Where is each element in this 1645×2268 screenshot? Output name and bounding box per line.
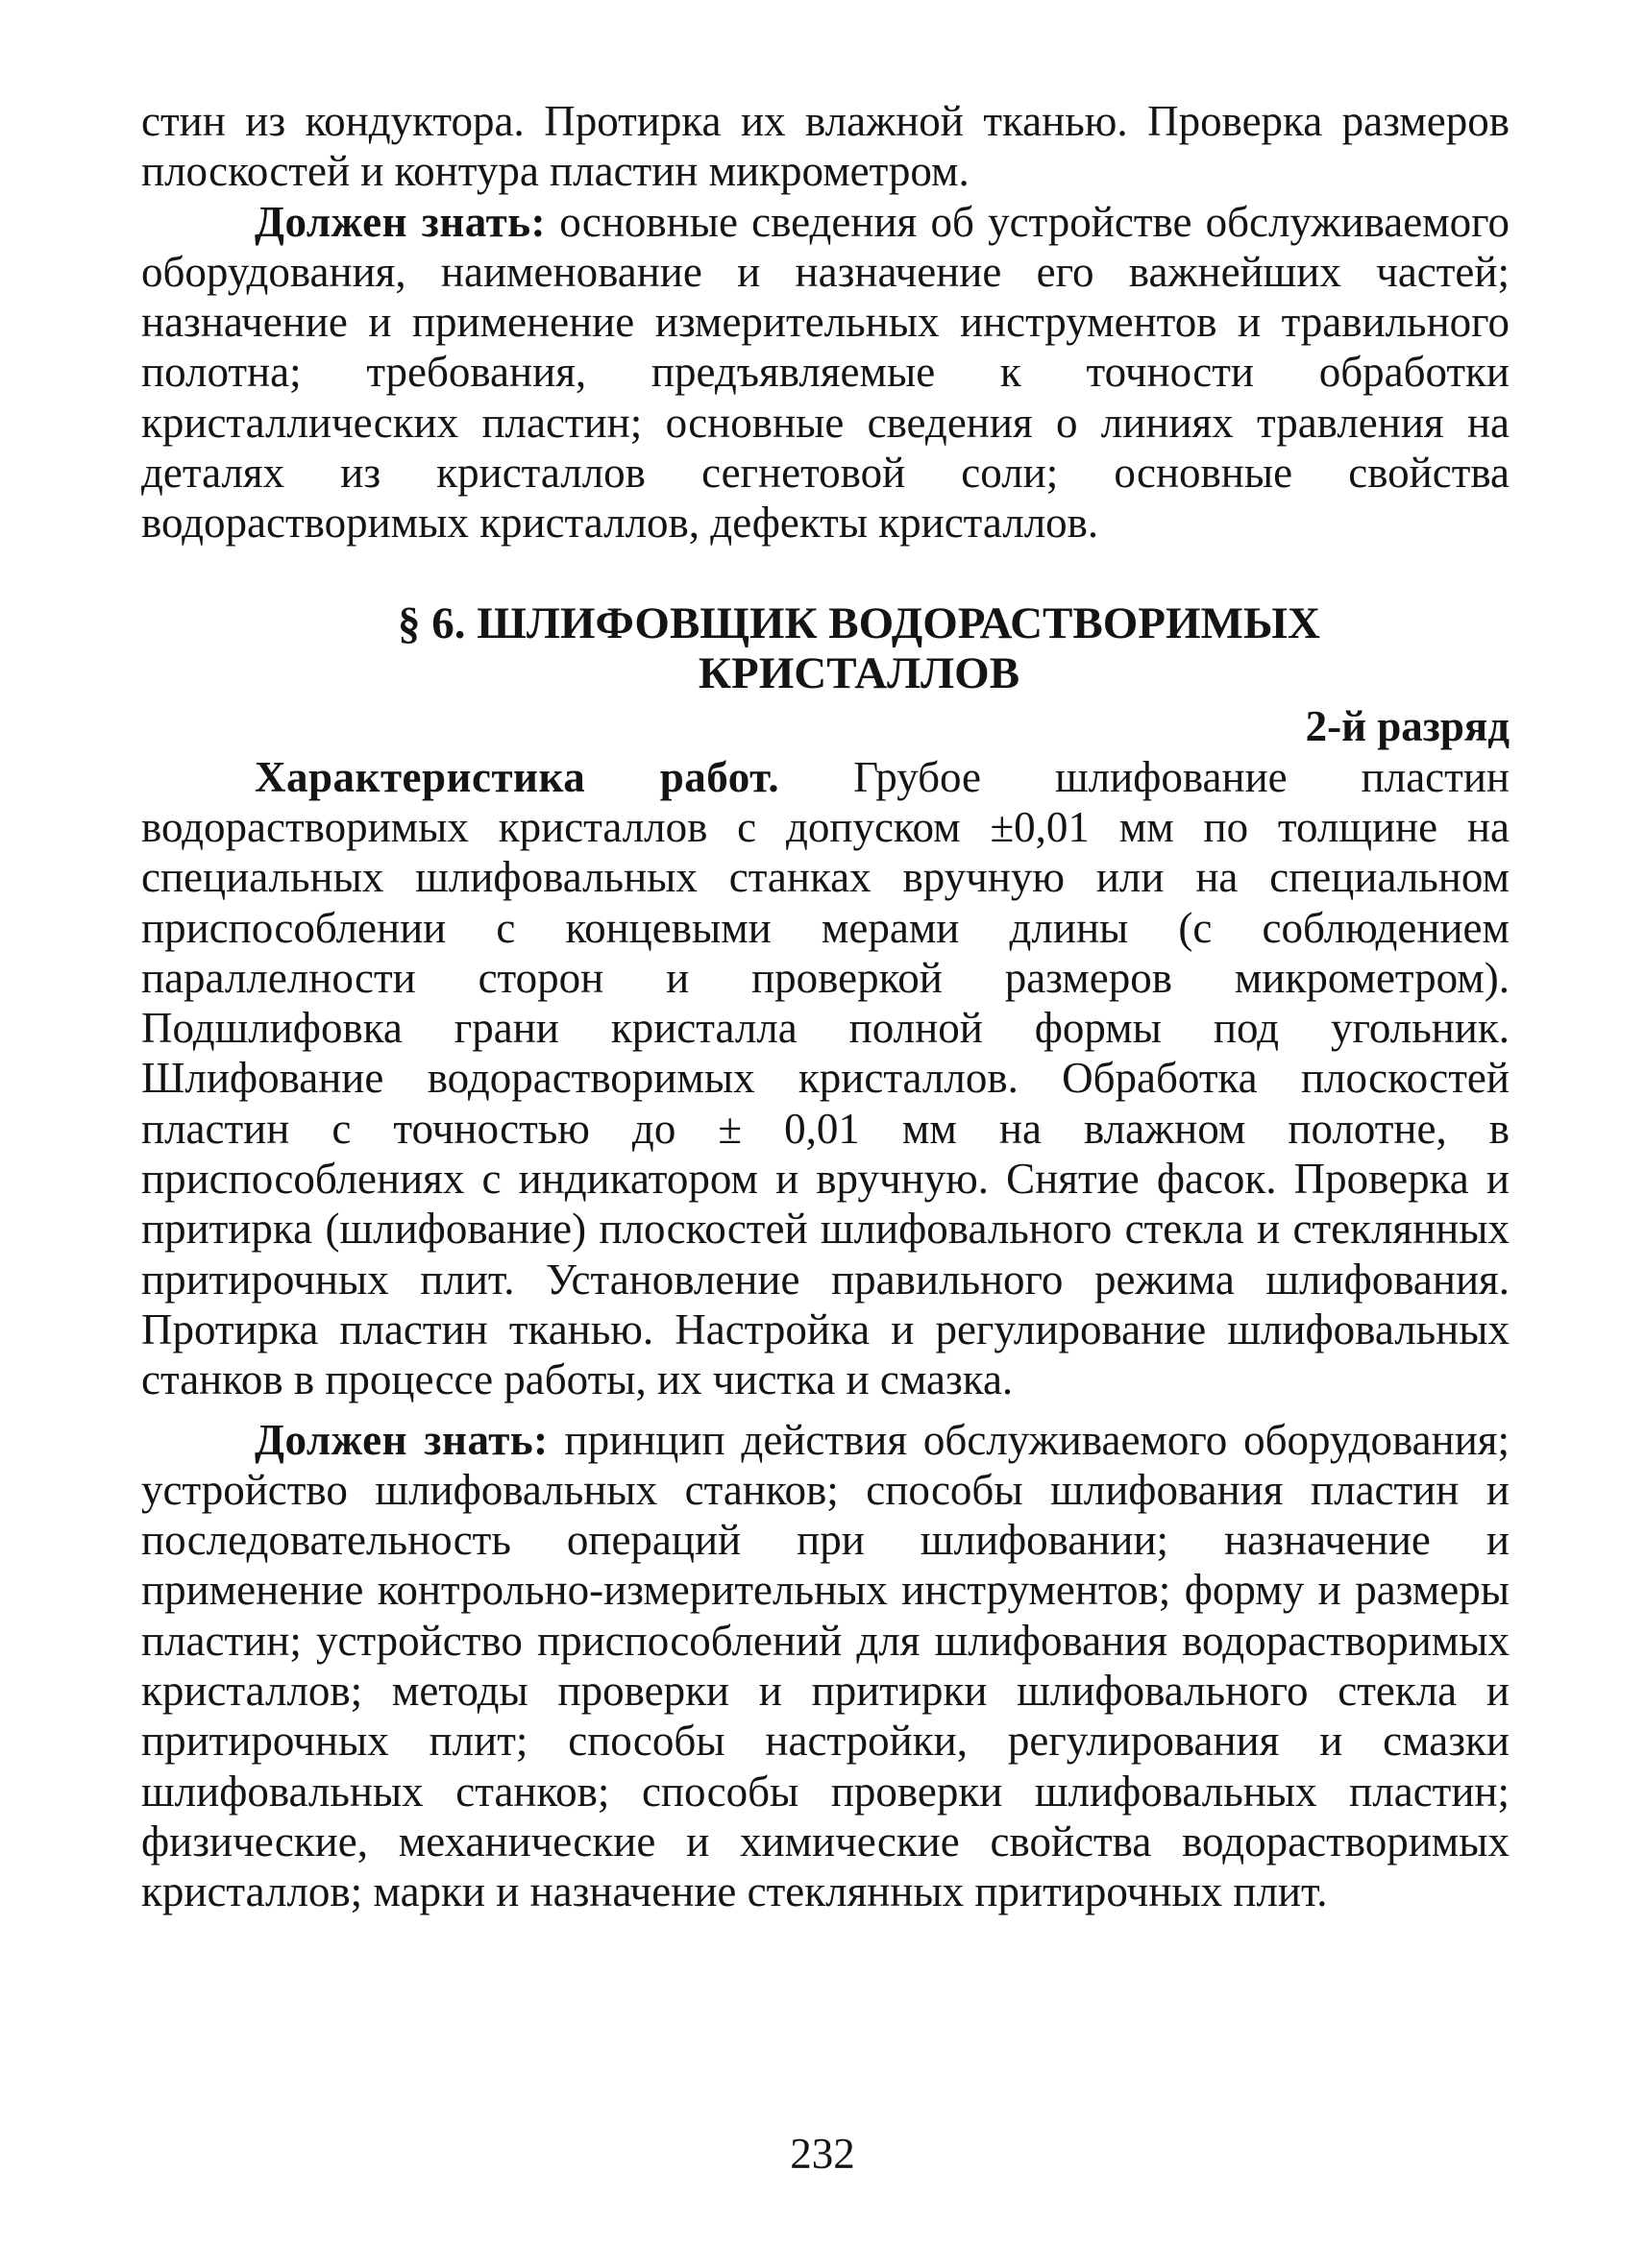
work-description-paragraph: [141, 752, 1510, 1405]
must-know-paragraph-2: [141, 1415, 1510, 1917]
must-know-paragraph: [141, 197, 1510, 549]
must-know-text-2: принцип действия обслуживаемого оборудования; устройство шлифовальных станков; способы шлифования пластин и последовательность операций при шлифовании; назначение и применение контрольно-измерительных инструментов; форму и размеры пластин; устройство приспособлений для шлифования водорастворимых кристаллов; методы проверки и притирки шлифовального стекла и притирочных плит; способы настройки, регулирования и смазки шлифовальных станков; способы проверки шлифовальных пластин; физические, механические и химические свойства водорастворимых кристаллов; марки и назначение стеклянных притирочных плит.: [141, 1415, 1510, 1916]
grade-label: 2-й разряд: [1305, 701, 1510, 750]
work-description-label: Характеристика работ.: [255, 752, 780, 801]
page-number: 232: [790, 2130, 855, 2178]
must-know-text: основные сведения об устройстве обслуживаемого оборудования, наименование и назначение его важнейших частей; назначение и применение измерительных инструментов и травильного полотна; требования, предъявляемые к точности обработки кристаллических пластин; основные сведения о линиях травления на деталях из кристаллов сегнетовой соли; основные свойства водорастворимых кристаллов, дефекты кристаллов.: [141, 197, 1510, 548]
section-heading-line-1: § 6. ШЛИФОВЩИК ВОДОРАСТВОРИМЫХ: [398, 597, 1320, 648]
section-heading-line-2: КРИСТАЛЛОВ: [698, 647, 1020, 698]
text-column: [141, 96, 1510, 1917]
must-know-label: Должен знать:: [255, 197, 547, 246]
must-know-label-2: Должен знать:: [255, 1415, 549, 1464]
continuation-paragraph: стин из кондуктора. Протирка их влажной тканью. Проверка размеров плоскостей и контура пластин микрометром.: [141, 97, 1510, 196]
work-description-text: Грубое шлифование пластин водорастворимых кристаллов с допуском ±0,01 мм по толщине на специальных шлифовальных станках вручную или на специальном приспособлении с концевыми мерами длины (с соблюдением параллелности сторон и проверкой размеров микрометром). Подшлифовка грани кристалла полной формы под угольник. Шлифование водорастворимых кристаллов. Обработка плоскостей пластин с точностью до ± 0,01 мм на влажном полотне, в приспособлениях с индикатором и вручную. Снятие фасок. Проверка и притирка (шлифование) плоскостей шлифовального стекла и стеклянных притирочных плит. Установление правильного режима шлифования. Протирка пластин тканью. Настройка и регулирование шлифовальных станков в процессе работы, их чистка и смазка.: [141, 752, 1510, 1404]
section-heading: [141, 598, 1510, 698]
